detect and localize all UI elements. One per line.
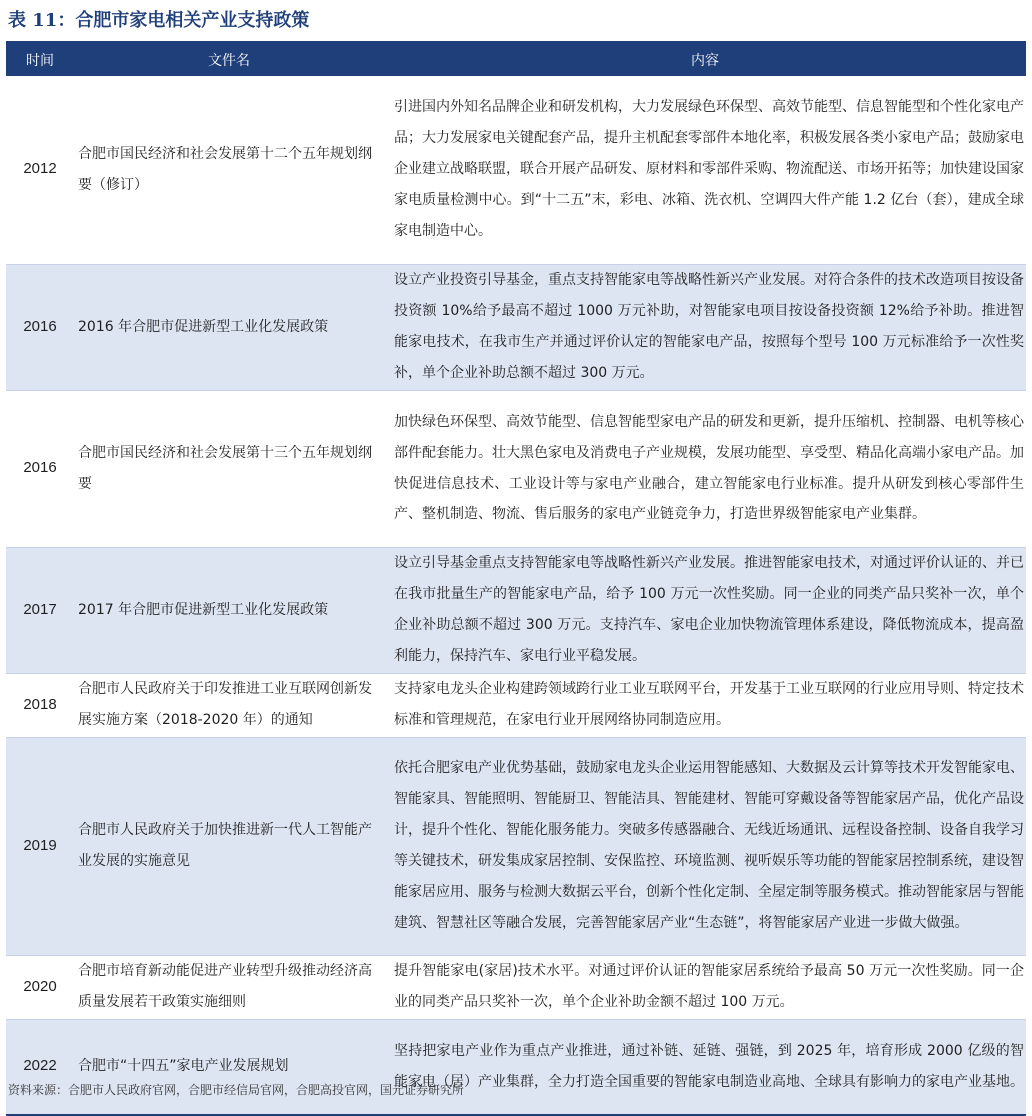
row-file-name: 合肥市国民经济和社会发展第十三个五年规划纲要 <box>74 390 384 547</box>
table-header-row <box>6 42 1026 76</box>
table-row <box>6 1019 1026 1115</box>
row-content: 设立引导基金重点支持智能家电等战略性新兴产业发展。推进智能家电技术，对通过评价认证的、并已在我市批量生产的智能家电产品，给予 100 万元一次性奖励。同一企业的同类产品只奖补一次，单个企业补助总额不超过 300 万元。支持汽车、家电企业加快物流管理体系建设，降低物流成本，提高盈利能力，保持汽车、家电行业平稳发展。 <box>384 547 1026 673</box>
header-time: 时间 <box>6 42 74 76</box>
row-content: 加快绿色环保型、高效节能型、信息智能型家电产品的研发和更新，提升压缩机、控制器、电机等核心部件配套能力。壮大黑色家电及消费电子产业规模，发展功能型、享受型、精品化高端小家电产品。加快促进信息技术、工业设计等与家电产业融合，建立智能家电行业标准。提升从研发到核心零部件生产、整机制造、物流、售后服务的家电产业链竞争力，打造世界级智能家电产业集群。 <box>384 390 1026 547</box>
table-row <box>6 390 1026 547</box>
row-file-name: 合肥市国民经济和社会发展第十二个五年规划纲要（修订） <box>74 76 384 264</box>
table-row <box>6 955 1026 1019</box>
row-file-name: 合肥市“十四五”家电产业发展规划 <box>74 1019 384 1115</box>
row-year: 2019 <box>6 737 74 955</box>
table-title: 表 11：合肥市家电相关产业支持政策 <box>8 10 310 31</box>
table-row <box>6 264 1026 390</box>
row-year: 2017 <box>6 547 74 673</box>
row-file-name: 合肥市人民政府关于加快推进新一代人工智能产业发展的实施意见 <box>74 737 384 955</box>
table-row <box>6 737 1026 955</box>
row-year: 2022 <box>6 1019 74 1115</box>
row-content: 提升智能家电(家居)技术水平。对通过评价认证的智能家居系统给予最高 50 万元一次性奖励。同一企业的同类产品只奖补一次，单个企业补助金额不超过 100 万元。 <box>384 955 1026 1019</box>
table-row <box>6 673 1026 737</box>
table-row <box>6 76 1026 264</box>
row-content: 依托合肥家电产业优势基础，鼓励家电龙头企业运用智能感知、大数据及云计算等技术开发智能家电、智能家具、智能照明、智能厨卫、智能洁具、智能建材、智能可穿戴设备等智能家居产品，优化产品设计，提升个性化、智能化服务能力。突破多传感器融合、无线近场通讯、远程设备控制、设备自我学习等关键技术，研发集成家居控制、安保监控、环境监测、视听娱乐等功能的智能家居控制系统，建设智能家居应用、服务与检测大数据云平台，创新个性化定制、全屋定制等服务模式。推动智能家居与智能建筑、智慧社区等融合发展，完善智能家居产业“生态链”，将智能家居产业进一步做大做强。 <box>384 737 1026 955</box>
row-year: 2016 <box>6 390 74 547</box>
row-year: 2018 <box>6 673 74 737</box>
row-file-name: 2016 年合肥市促进新型工业化发展政策 <box>74 264 384 390</box>
row-content: 支持家电龙头企业构建跨领域跨行业工业互联网平台，开发基于工业互联网的行业应用导则、特定技术标准和管理规范，在家电行业开展网络协同制造应用。 <box>384 673 1026 737</box>
row-content: 设立产业投资引导基金，重点支持智能家电等战略性新兴产业发展。对符合条件的技术改造项目按设备投资额 10%给予最高不超过 1000 万元补助，对智能家电项目按设备投资额 12%给予补助。推进智能家电技术，在我市生产并通过评价认定的智能家电产品，按照每个型号 100 万元标准给予一次性奖补，单个企业补助总额不超过 300 万元。 <box>384 264 1026 390</box>
header-file-name: 文件名 <box>74 42 384 76</box>
row-file-name: 2017 年合肥市促进新型工业化发展政策 <box>74 547 384 673</box>
row-year: 2012 <box>6 76 74 264</box>
table-row <box>6 547 1026 673</box>
row-file-name: 合肥市培育新动能促进产业转型升级推动经济高质量发展若干政策实施细则 <box>74 955 384 1019</box>
row-content: 坚持把家电产业作为重点产业推进，通过补链、延链、强链，到 2025 年，培育形成 2000 亿级的智能家电（居）产业集群，全力打造全国重要的智能家电制造业高地、全球具有影响力的家电产业基地。 <box>384 1019 1026 1115</box>
policy-table <box>6 41 1026 1116</box>
source-note: 资料来源：合肥市人民政府官网，合肥市经信局官网，合肥高投官网，国元证券研究所 <box>8 1083 465 1097</box>
row-file-name: 合肥市人民政府关于印发推进工业互联网创新发展实施方案（2018-2020 年）的通知 <box>74 673 384 737</box>
row-year: 2020 <box>6 955 74 1019</box>
row-content: 引进国内外知名品牌企业和研发机构，大力发展绿色环保型、高效节能型、信息智能型和个性化家电产品；大力发展家电关键配套产品，提升主机配套零部件本地化率，积极发展各类小家电产品；鼓励家电企业建立战略联盟，联合开展产品研发、原材料和零部件采购、物流配送、市场开拓等；加快建设国家家电质量检测中心。到“十二五”末，彩电、冰箱、洗衣机、空调四大件产能 1.2 亿台（套），建成全球家电制造中心。 <box>384 76 1026 264</box>
header-content: 内容 <box>384 42 1026 76</box>
row-year: 2016 <box>6 264 74 390</box>
